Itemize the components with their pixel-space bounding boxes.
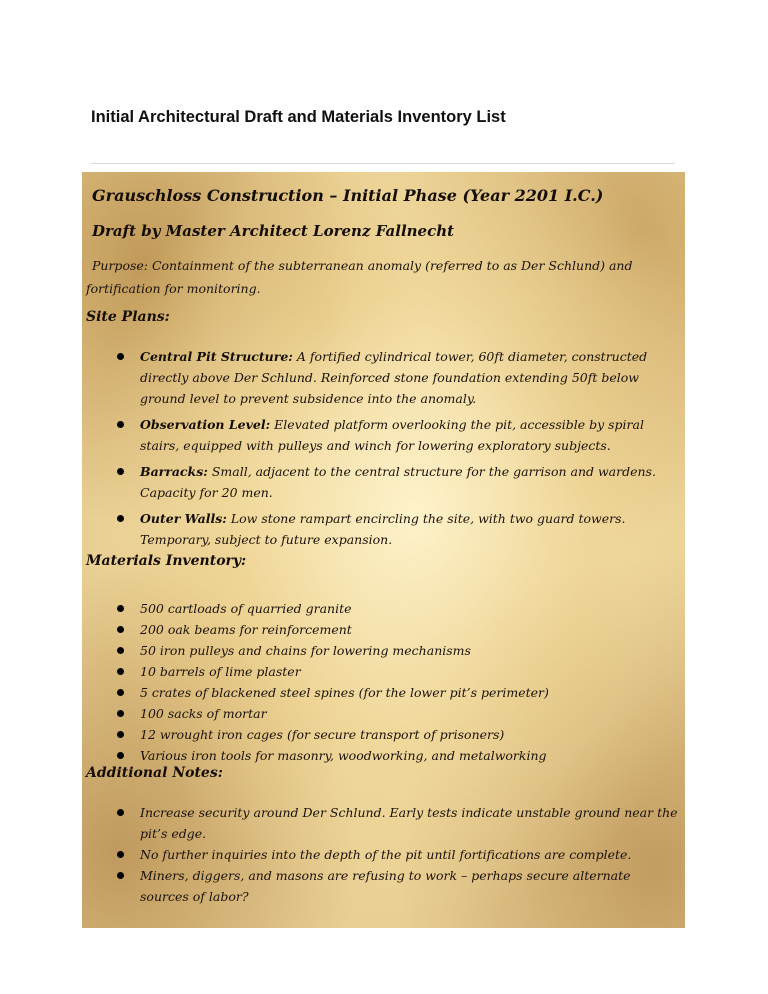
- list-item: [82, 619, 682, 640]
- item-text: Increase security around Der Schlund. Early tests indicate unstable ground near the pit’s edge.: [140, 805, 678, 841]
- list-item: [82, 724, 682, 745]
- divider: [91, 163, 675, 164]
- list-item: [82, 745, 682, 766]
- list-item: [82, 598, 682, 619]
- bullet-icon: [117, 710, 124, 717]
- bullet-icon: [117, 668, 124, 675]
- bullet-icon: [117, 626, 124, 633]
- bullet-icon: [117, 809, 124, 816]
- list-item: [82, 802, 682, 844]
- item-text: 10 barrels of lime plaster: [140, 664, 301, 679]
- bullet-icon: [117, 731, 124, 738]
- list-item: [82, 682, 682, 703]
- item-text: Miners, diggers, and masons are refusing to work – perhaps secure alternate sources of labor?: [140, 868, 631, 904]
- parchment-document: [82, 172, 685, 928]
- item-text: 500 cartloads of quarried granite: [140, 601, 352, 616]
- item-label: Observation Level:: [140, 417, 271, 432]
- bullet-icon: [117, 647, 124, 654]
- item-text: 100 sacks of mortar: [140, 706, 267, 721]
- list-item: [82, 461, 682, 503]
- item-text: Elevated platform overlooking the pit, accessible by spiral stairs, equipped with pulleys and winch for lowering exploratory subjects.: [140, 417, 644, 453]
- item-text: 50 iron pulleys and chains for lowering mechanisms: [140, 643, 471, 658]
- bullet-icon: [117, 752, 124, 759]
- item-text: 200 oak beams for reinforcement: [140, 622, 352, 637]
- site-plans-title: Site Plans:: [86, 309, 170, 325]
- list-item: [82, 703, 682, 724]
- materials-list: [82, 598, 682, 766]
- list-item: [82, 414, 682, 456]
- bullet-icon: [117, 689, 124, 696]
- list-item: [82, 865, 682, 907]
- item-text: 5 crates of blackened steel spines (for the lower pit’s perimeter): [140, 685, 549, 700]
- item-text: No further inquiries into the depth of the pit until fortifications are complete.: [140, 847, 632, 862]
- notes-list: [82, 802, 682, 907]
- item-text: Various iron tools for masonry, woodworking, and metalworking: [140, 748, 547, 763]
- item-text: 12 wrought iron cages (for secure transport of prisoners): [140, 727, 505, 742]
- item-label: Outer Walls:: [140, 511, 227, 526]
- item-label: Barracks:: [140, 464, 208, 479]
- list-item: [82, 346, 682, 409]
- item-label: Central Pit Structure:: [140, 349, 293, 364]
- notes-title: Additional Notes:: [86, 765, 223, 781]
- list-item: [82, 844, 682, 865]
- item-text: A fortified cylindrical tower, 60ft diameter, constructed directly above Der Schlund. Reinforced stone foundation extending 50ft below ground level to prevent subsidence into the anomaly.: [140, 349, 648, 406]
- author-line: Draft by Master Architect Lorenz Fallnecht: [92, 222, 455, 240]
- site-plans-list: [82, 346, 682, 555]
- bullet-icon: [117, 468, 124, 475]
- materials-title: Materials Inventory:: [86, 553, 247, 569]
- page-title: Initial Architectural Draft and Materials Inventory List: [91, 108, 506, 126]
- list-item: [82, 508, 682, 550]
- bullet-icon: [117, 851, 124, 858]
- bullet-icon: [117, 515, 124, 522]
- bullet-icon: [117, 605, 124, 612]
- item-text: Low stone rampart encircling the site, with two guard towers. Temporary, subject to future expansion.: [140, 511, 626, 547]
- list-item: [82, 661, 682, 682]
- purpose-text: Purpose: Containment of the subterranean anomaly (referred to as Der Schlund) and fortification for monitoring.: [86, 258, 633, 296]
- bullet-icon: [117, 353, 124, 360]
- bullet-icon: [117, 421, 124, 428]
- list-item: [82, 640, 682, 661]
- item-text: Small, adjacent to the central structure for the garrison and wardens. Capacity for 20 men.: [140, 464, 656, 500]
- bullet-icon: [117, 872, 124, 879]
- document-heading: Grauschloss Construction – Initial Phase (Year 2201 I.C.): [92, 186, 604, 205]
